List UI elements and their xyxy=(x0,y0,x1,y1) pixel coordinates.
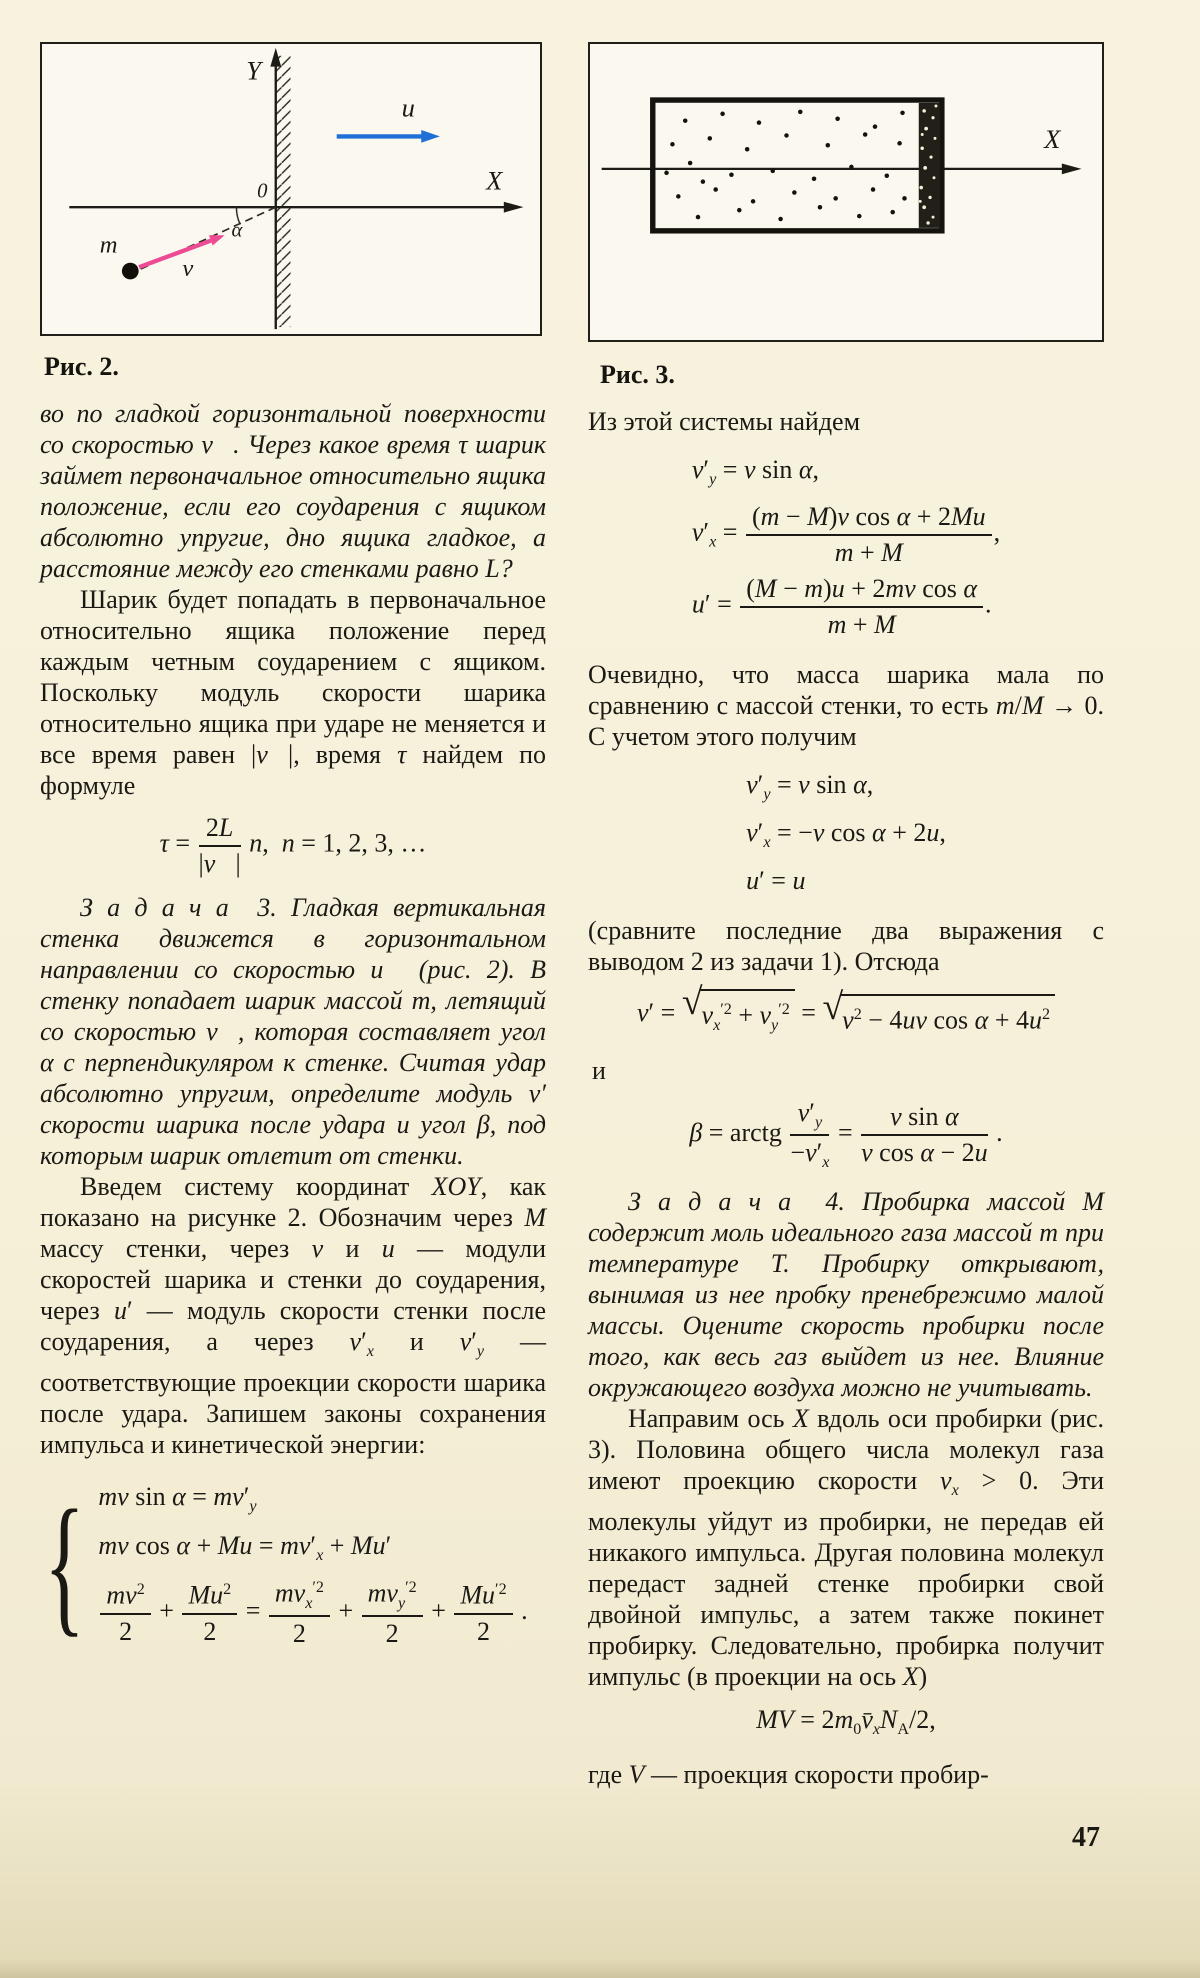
equation-u-prime: u′ = $\frac{\text{(M − m)u + 2mv cos α}}{m + M}$ . xyxy=(691,574,992,640)
task-3-statement: З а д а ч а 3. Гладкая вертикальная стенка движется в горизонтальном направлении со скоростью u⃗ (рис. 2). В стенку попадает шарик массой m, летящий со скоростью v⃗, которая составляет угол α с перпендикуляром к стенке. Считая удар абсолютно упругим, определите модуль v′ скорости шарика после удара и угол β, под которым шарик отлетит от стенки. xyxy=(40,893,546,1171)
equation-vx-limit: $v'_x = -v$ cos α + 2u, xyxy=(746,817,946,851)
wall-velocity-arrowhead xyxy=(421,130,440,143)
paragraph-system-solution-intro: Из этой системы найдем xyxy=(588,407,861,436)
conjunction-and: и xyxy=(592,1055,606,1085)
y-axis-label: Y xyxy=(246,55,262,86)
figure-3 xyxy=(588,42,1104,342)
equation-u-limit: u′ = u xyxy=(746,865,806,895)
paragraph-solution: Шарик будет попадать в первоначальное относительно ящика положение перед каждым четным соударением с ящиком. Поскольку модуль скорости шарика относительно ящика при ударе не меняется и все время равен |v⃗|, время τ найдем по формуле xyxy=(40,585,546,800)
x-axis-arrowhead xyxy=(504,202,524,213)
gas-molecules xyxy=(664,110,906,222)
ball xyxy=(122,263,139,280)
origin-label: 0 xyxy=(257,180,268,203)
task-4-statement: З а д а ч а 4. Пробирка массой M содержит моль идеального газа массой m при температуре T. Пробирку открывают, вынимая из нее пробку пренебрежимо малой массы. Оцените скорость пробирки после того, как весь газ выйдет из нее. Влияние окружающего воздуха можно не учитывать. xyxy=(588,1186,1104,1402)
limit-equations-group xyxy=(746,762,946,903)
tube-plug-speckle xyxy=(919,103,940,228)
equation-vx: $v'_x$ = $\frac{\text{(m − M)v cos α + 2Mu}}{m + M}$ , xyxy=(691,502,1001,568)
equation-energy: $\frac{mv^2}{2}$ + $\frac{Mu^2}{2}$ = $\frac{mv_x^{'2}}{2}$ + $\frac{mv_y^{'2}}{2}$ + $\frac{Mu^{'2}}{2}$ . xyxy=(98,1578,527,1648)
mass-label: m xyxy=(99,231,118,259)
x-axis-label: X xyxy=(486,165,503,196)
x-axis-label: X xyxy=(1044,124,1061,155)
figure-2 xyxy=(40,42,542,336)
ball-velocity-arrowhead xyxy=(209,235,225,245)
x-axis-arrowhead xyxy=(1062,163,1082,174)
equation-momentum-x: mv $\cos \alpha + Mu = mv'_x + Mu'$ xyxy=(98,1530,392,1564)
figure-3-caption: Рис. 3. xyxy=(600,360,675,389)
system-equations xyxy=(98,1474,527,1655)
formula-impulse: MV = $2m_0v̄_xN_A/2$, xyxy=(756,1705,936,1739)
system-brace: { xyxy=(44,1477,85,1650)
right-column xyxy=(588,406,1104,1790)
paragraph-final: где V — проекция скорости пробир- xyxy=(588,1760,989,1790)
left-column xyxy=(40,398,546,1661)
equation-momentum-y: mv $\sin \alpha = mv'_y$ xyxy=(98,1482,257,1516)
v-vector-label: v⃗ xyxy=(182,254,213,282)
equation-vy-limit: $v'_y = v$ sin α, xyxy=(746,769,874,803)
paragraph-task4-solution: Направим ось X вдоль оси пробирки (рис. 3). Половина общего числа молекул газа имеют проекцию скорости $v_x > 0$. Эти молекулы уйдут из пробирки, не передав ей никакого импульса. Другая половина молекул передаст задней стенке пробирки свой двойной импульс, а затем также покинет пробирку. Следовательно, пробирка получит импульс (в проекции на ось X) xyxy=(588,1403,1105,1692)
page-number: 47 xyxy=(1072,1822,1100,1853)
figure-3-drawing xyxy=(590,44,1101,339)
paragraph-problem-continuation: во по гладкой горизонтальной поверхности со скоростью v⃗. Через какое время τ шарик займет первоначальное относительно ящика положение, если его соударения с ящиком абсолютно упругие, дно ящика гладкое, а расстояние между его стенками равно L? xyxy=(40,399,546,583)
wall-hatching xyxy=(276,56,291,327)
formula-beta-angle: β = arctg $\frac{v'_y}{-v'_x}$ = $\frac{\text{v sin α}}{\text{v cos α − 2u}}$ . xyxy=(689,1097,1003,1172)
alpha-label: α xyxy=(231,219,243,242)
formula-tau: τ = $\frac{2L}{|v⃗|}$ n, n = 1, 2, 3, … xyxy=(159,813,427,879)
formula-speed-modulus: v′ = √ $v_x^{'2} + v_y^{'2}$ = √ $v^2 - 4uv$ $\cos \alpha + 4u^2$ xyxy=(588,989,1104,1041)
figure-2-drawing xyxy=(42,44,539,333)
paragraph-approximation: Очевидно, что масса шарика мала по сравнению с массой стенки, то есть m/M → 0. С учетом этого получим xyxy=(588,659,1105,751)
conservation-equation-system xyxy=(44,1474,546,1655)
u-vector-label: u⃗ xyxy=(401,92,436,123)
test-tube xyxy=(653,100,942,231)
paragraph-compare-note: (сравните последние два выражения с выводом 2 из задачи 1). Отсюда xyxy=(588,915,1104,976)
figure-2-caption: Рис. 2. xyxy=(44,352,119,381)
paragraph-setup: Введем систему координат XOY, как показано на рисунке 2. Обозначим через M массу стенки, через v и u — модули скоростей шарика и стенки до соударения, через u′ — модуль скорости стенки после соударения, а через $v'_x$ и $v'_y$ — соответствующие проекции скорости шарика после удара. Запишем законы сохранения импульса и кинетической энергии: xyxy=(40,1172,546,1460)
solved-equations-group xyxy=(692,447,1000,647)
equation-vy: $v'_y = v$ sin α, xyxy=(691,455,819,489)
